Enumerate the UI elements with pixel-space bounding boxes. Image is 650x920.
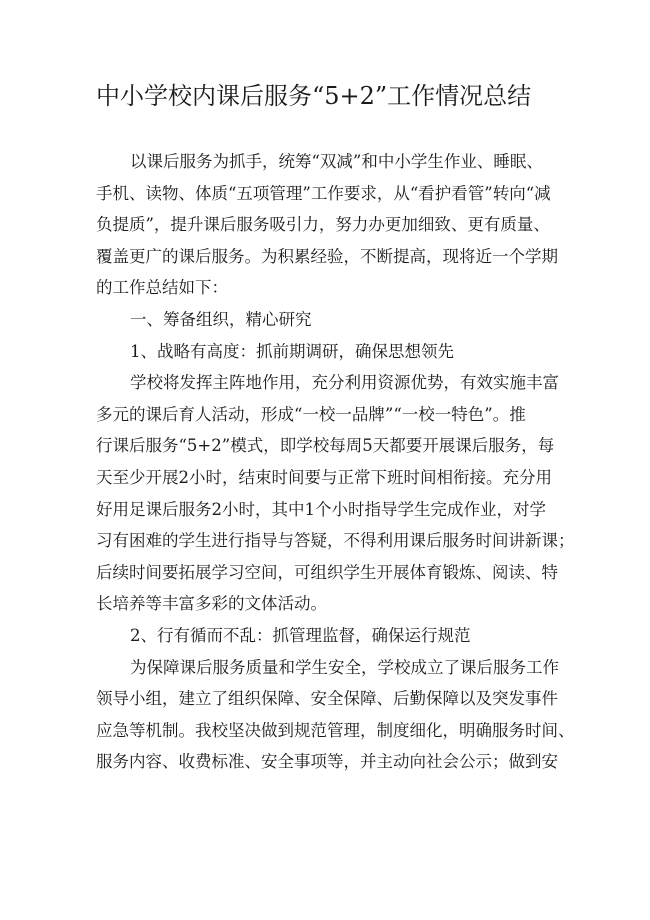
paragraph-line: 以课后服务为抓手，统筹“双减”和中小学生作业、睡眠、	[130, 152, 543, 171]
paragraph-line: 后续时间要拓展学习空间，可组织学生开展体育锻炼、阅读、特	[96, 562, 558, 582]
document-title: 中小学校内课后服务“5+2”工作情况总结	[96, 82, 532, 110]
paragraph-line: 学校将发挥主阵地作用，充分利用资源优势，有效实施丰富	[130, 373, 559, 393]
document-body	[96, 146, 575, 778]
paragraph-line: 应急等机制。我校坚决做到规范管理，制度细化，明确服务时间、	[96, 720, 575, 740]
paragraph-line: 习有困难的学生进行指导与答疑，不得利用课后服务时间讲新课；	[96, 531, 575, 551]
subsection-heading: 2、行有循而不乱：抓管理监督，确保运行规范	[130, 625, 471, 645]
paragraph-line: 多元的课后育人活动，形成“一校一品牌”“一校一特色”。推	[96, 404, 526, 424]
paragraph-line: 手机、读物、体质“五项管理”工作要求，从“看护看管”转向“减	[96, 183, 551, 203]
paragraph-line: 服务内容、收费标准、安全事项等，并主动向社会公示；做到安	[96, 752, 558, 772]
paragraph-line: 覆盖更广的课后服务。为积累经验，不断提高，现将近一个学期	[96, 246, 558, 266]
paragraph-line: 行课后服务“5+2”模式，即学校每周5天都要开展课后服务，每	[96, 436, 555, 456]
paragraph-line: 长培养等丰富多彩的文体活动。	[96, 594, 327, 614]
paragraph-line: 好用足课后服务2小时，其中1个小时指导学生完成作业，对学	[96, 499, 546, 519]
section-heading: 一、筹备组织，精心研究	[130, 309, 312, 329]
paragraph-line: 为保障课后服务质量和学生安全，学校成立了课后服务工作	[130, 657, 559, 677]
paragraph-line: 的工作总结如下：	[96, 278, 228, 298]
paragraph-line: 天至少开展2小时，结束时间要与正常下班时间相衔接。充分用	[96, 467, 552, 487]
paragraph-line: 负提质”，提升课后服务吸引力，努力办更加细致、更有质量、	[96, 215, 550, 235]
subsection-heading: 1、战略有高度：抓前期调研，确保思想领先	[130, 341, 454, 361]
paragraph-line: 领导小组，建立了组织保障、安全保障、后勤保障以及突发事件	[96, 689, 558, 709]
